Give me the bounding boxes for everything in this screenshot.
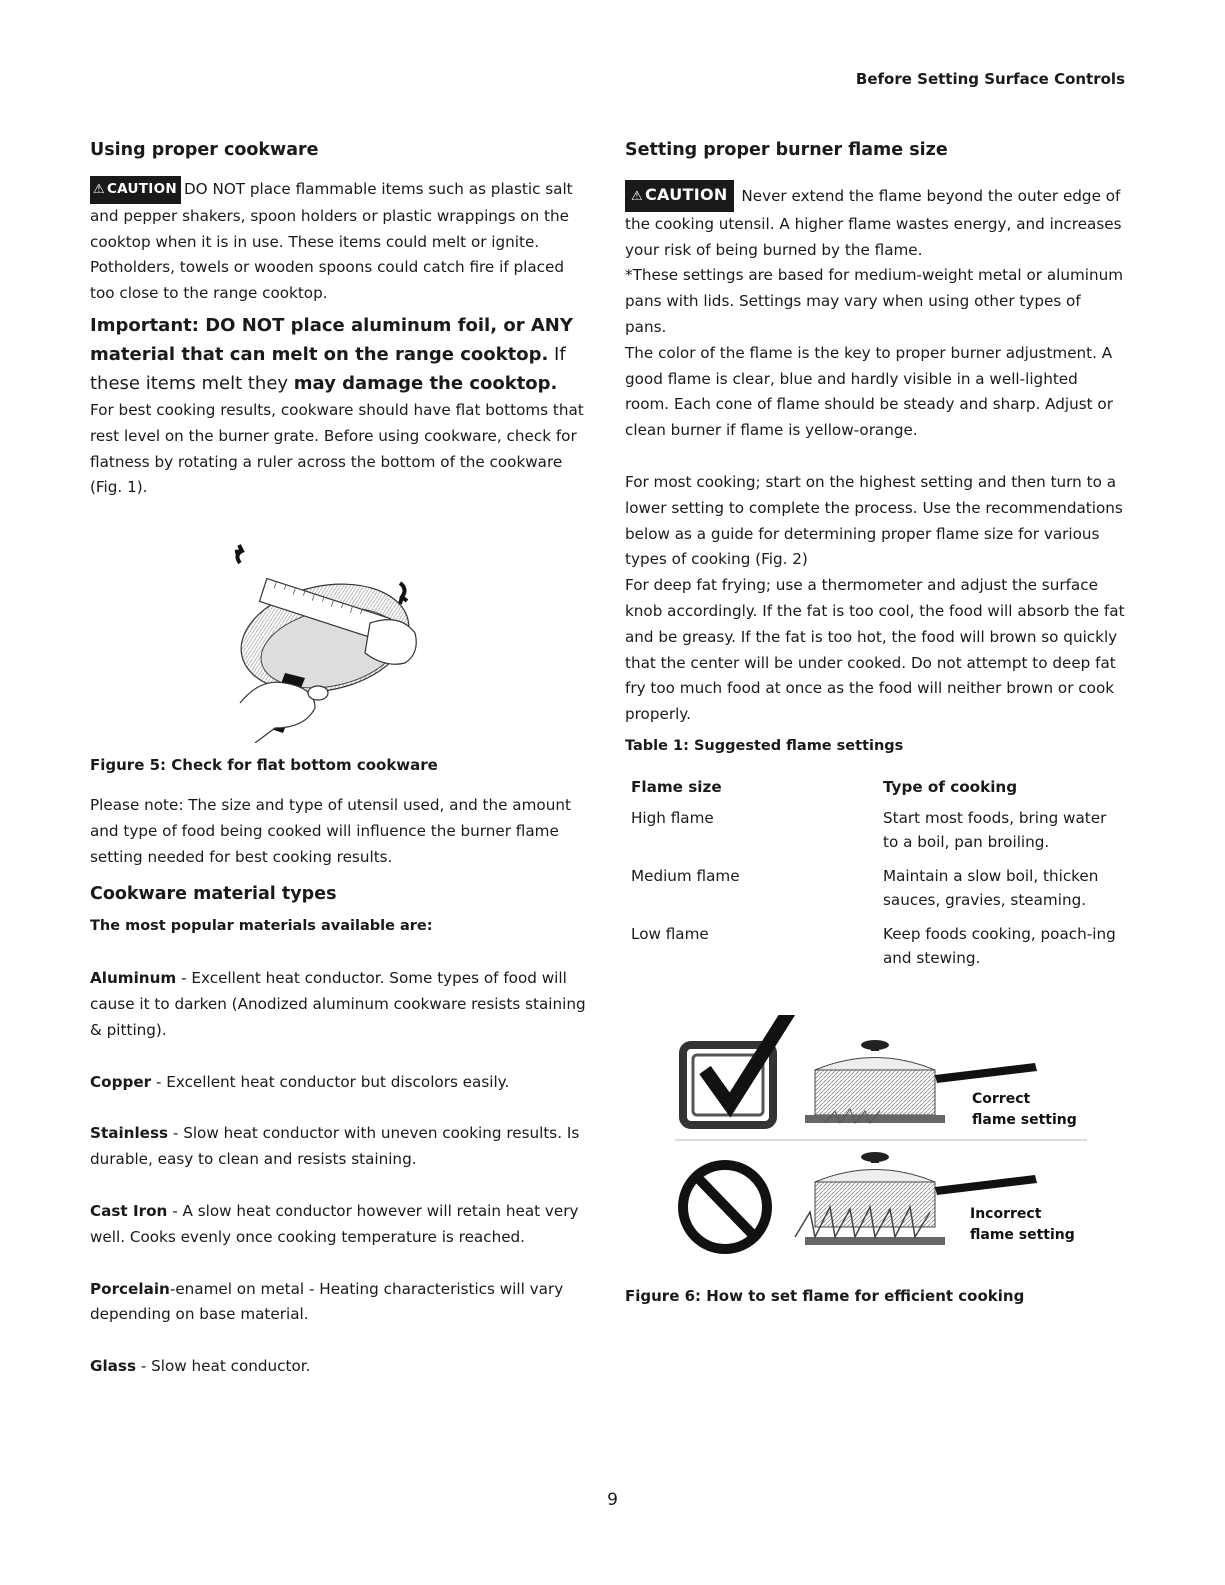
table-header-flame-size: Flame size: [631, 777, 722, 796]
table-cell: Keep foods cooking, poach-ing and stewing.: [883, 924, 1116, 967]
checkmark-icon: [683, 1015, 790, 1125]
table-header-row: [631, 778, 1126, 806]
caution-badge: ⚠ CAUTION: [625, 180, 734, 212]
materials-intro: The most popular materials available are:: [90, 918, 433, 935]
correct-label-2: flame setting: [972, 1112, 1077, 1128]
caution-badge: ⚠ CAUTION: [90, 176, 181, 204]
figure-6-caption: Figure 6: How to set flame for efficient cooking: [625, 1287, 1025, 1305]
table-row: [631, 806, 1126, 864]
incorrect-label-2: flame setting: [970, 1227, 1075, 1243]
flame-settings-table: [631, 778, 1126, 980]
figure-5-illustration: [230, 543, 430, 743]
important-notice: Important: DO NOT place aluminum foil, or ANY material that can melt on the range cooktop. If these items melt they may damage the cooktop.: [90, 314, 573, 394]
please-note-text: Please note: The size and type of utensil used, and the amount and type of food being cooked will influence the burner flame setting needed for best cooking results.: [90, 795, 571, 866]
table-cell: Low flame: [631, 924, 709, 943]
settings-note: *These settings are based for medium-weight metal or aluminum pans with lids. Settings may vary when using other types of pans.: [625, 266, 1124, 336]
flame-color-text: The color of the flame is the key to proper burner adjustment. A good flame is clear, blue and hardly visible in a well-lighted room. Each cone of flame should be steady and sharp. Adjust or clean burner if flame is yellow-orange.: [625, 343, 1113, 440]
incorrect-label-1: Incorrect: [970, 1206, 1042, 1222]
section-title-materials: Cookware material types: [90, 884, 337, 905]
material-item: Glass - Slow heat conductor.: [90, 1357, 311, 1376]
caution-paragraph-cookware: ⚠ CAUTION DO NOT place flammable items such as plastic salt and pepper shakers, spoon holders or plastic wrappings on the cooktop when it is in use. These items could melt or ignite. Potholders, towels or wooden spoons could catch fire if placed too close to the range cooktop.: [90, 176, 590, 307]
figure-5-caption: Figure 5: Check for flat bottom cookware: [90, 756, 438, 775]
table-row: [631, 922, 1126, 980]
table-row: [631, 864, 1126, 922]
table-cell: Start most foods, bring water to a boil, pan broiling.: [883, 808, 1107, 851]
table-header-type: Type of cooking: [883, 777, 1018, 796]
material-item: Cast Iron - A slow heat conductor however will retain heat very well. Cooks evenly once cooking temperature is reached.: [90, 1201, 579, 1246]
material-item: Stainless - Slow heat conductor with uneven cooking results. Is durable, easy to clean and resists staining.: [90, 1124, 580, 1169]
table-cell: Medium flame: [631, 866, 740, 885]
flat-bottom-text: For best cooking results, cookware should have flat bottoms that rest level on the burner grate. Before using cookware, check for flatness by rotating a ruler across the bottom of the cookware (Fig. 1).: [90, 400, 584, 497]
cookware-ruler-icon: [230, 543, 430, 743]
running-head: Before Setting Surface Controls: [855, 70, 1125, 88]
right-column: [625, 140, 1125, 980]
pan-correct-icon: [805, 1040, 1037, 1123]
most-cooking-text: For most cooking; start on the highest setting and then turn to a lower setting to complete the process. Use the recommendations below as a guide for determining proper flame size for various types of cooking (Fig. 2): [625, 472, 1123, 569]
deep-fat-text: For deep fat frying; use a thermometer and adjust the surface knob accordingly. If the fat is too cool, the food will absorb the fat and be greasy. If the fat is too hot, the food will brown so quickly that the center will be under cooked. Do not attempt to deep fat fry too much food at once as the food will neither brown or cook properly.: [625, 576, 1125, 724]
table-cell: Maintain a slow boil, thicken sauces, gravies, steaming.: [883, 866, 1099, 909]
material-item: Porcelain-enamel on metal - Heating characteristics will vary depending on base material.: [90, 1279, 564, 1324]
warning-triangle-icon: ⚠: [93, 182, 105, 197]
materials-list: [90, 966, 590, 1380]
section-title-cookware: Using proper cookware: [90, 140, 319, 160]
section-title-flame: Setting proper burner flame size: [625, 140, 948, 160]
prohibited-icon: [683, 1165, 767, 1249]
figure-6-illustration: [675, 1015, 1095, 1265]
table-caption: Table 1: Suggested flame settings: [625, 737, 904, 754]
left-column: [90, 140, 590, 1406]
warning-triangle-icon: ⚠: [631, 189, 643, 204]
page-number: 9: [607, 1490, 618, 1510]
material-item: Copper - Excellent heat conductor but discolors easily.: [90, 1072, 510, 1091]
caution-paragraph-flame: ⚠ CAUTION Never extend the flame beyond the outer edge of the cooking utensil. A higher flame wastes energy, and increases your risk of being burned by the flame.: [625, 180, 1125, 263]
material-item: Aluminum - Excellent heat conductor. Some types of food will cause it to darken (Anodized aluminum cookware resists staining & pitting).: [90, 969, 586, 1039]
table-cell: High flame: [631, 808, 714, 827]
correct-label-1: Correct: [972, 1091, 1031, 1107]
